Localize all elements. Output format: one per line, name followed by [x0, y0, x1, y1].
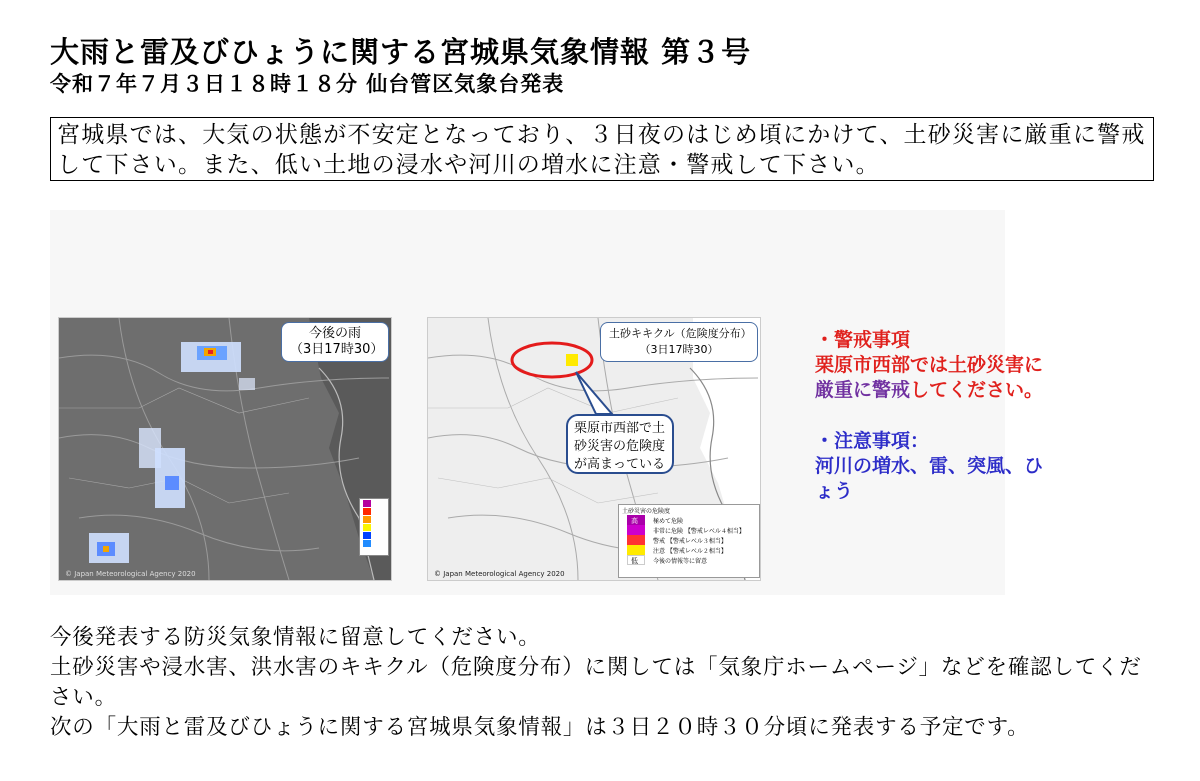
kikikuru-map-credit: © Japan Meteorological Agency 2020 — [434, 570, 565, 578]
kikikuru-legend-title: 土砂災害の危険度 — [622, 508, 671, 515]
rain-map-label — [281, 322, 389, 362]
kikikuru-legend — [618, 504, 760, 578]
warning-text-a: 栗原市西部では土砂災害に — [815, 354, 1044, 376]
issue-datetime: 令和７年７月３日１８時１８分 仙台管区気象台発表 — [50, 72, 565, 96]
kikikuru-map-label-time: （3日17時30） — [639, 343, 719, 356]
legend-text: 非常に危険 【警戒レベル４相当】 — [653, 528, 745, 535]
hazard-notes — [815, 328, 1045, 504]
rain-map-label-title: 今後の雨 — [308, 326, 361, 341]
legend-text: 極めて危険 — [653, 518, 684, 525]
legend-swatch — [363, 516, 371, 523]
summary-box: 宮城県では、大気の状態が不安定となっており、３日夜のはじめ頃にかけて、土砂災害に厳重に警戒して下さい。また、低い土地の浸水や河川の増水に注意・警戒して下さい。 — [50, 117, 1154, 181]
legend-low-label: 低 — [631, 557, 638, 565]
warning-emphasis: 厳重に警戒 — [815, 379, 911, 401]
warning-text-c: してください。 — [910, 379, 1044, 401]
legend-swatch — [363, 540, 371, 547]
rain-map-credit: © Japan Meteorological Agency 2020 — [65, 570, 196, 578]
figure-area — [50, 210, 1044, 595]
legend-swatch — [363, 532, 371, 539]
legend-high-label: 高 — [631, 517, 638, 525]
legend-text: 今後の情報等に留意 — [653, 558, 708, 565]
kikikuru-map-label — [600, 322, 758, 362]
legend-swatch-warning — [627, 535, 645, 545]
kikikuru-callout: 栗原市西部で土砂災害の危険度が高まっている — [566, 414, 674, 474]
rain-legend — [359, 498, 389, 556]
body-line-2: 土砂災害や浸水害、洪水害のキキクル（危険度分布）に関しては「気象庁ホームページ」などを確認してください。 — [50, 655, 1142, 710]
legend-text: 警戒 【警戒レベル３相当】 — [653, 538, 727, 545]
legend-swatch — [363, 524, 371, 531]
kikikuru-map-label-title: 土砂キキクル（危険度分布） — [609, 327, 752, 340]
caution-text: 河川の増水、雷、突風、ひょう — [815, 455, 1044, 502]
legend-swatch-very-high — [627, 525, 645, 535]
body-line-1: 今後発表する防災気象情報に留意してください。 — [50, 625, 541, 650]
body-text — [50, 623, 1150, 743]
legend-swatch — [363, 500, 371, 507]
hazard-area — [566, 354, 578, 366]
page-title: 大雨と雷及びひょうに関する宮城県気象情報 第３号 — [50, 35, 752, 69]
kikikuru-map — [427, 317, 761, 581]
legend-swatch-caution — [627, 545, 645, 555]
legend-text: 注意 【警戒レベル２相当】 — [653, 548, 727, 555]
warning-heading: ・警戒事項 — [815, 329, 911, 351]
rain-map-label-time: （3日17時30） — [290, 342, 384, 357]
rain-forecast-map — [58, 317, 392, 581]
body-line-3: 次の「大雨と雷及びひょうに関する宮城県気象情報」は３日２０時３０分頃に発表する予定です。 — [50, 715, 1030, 740]
warning-text — [815, 353, 1045, 403]
legend-swatch — [363, 508, 371, 515]
caution-heading: ・注意事項： — [815, 430, 930, 452]
